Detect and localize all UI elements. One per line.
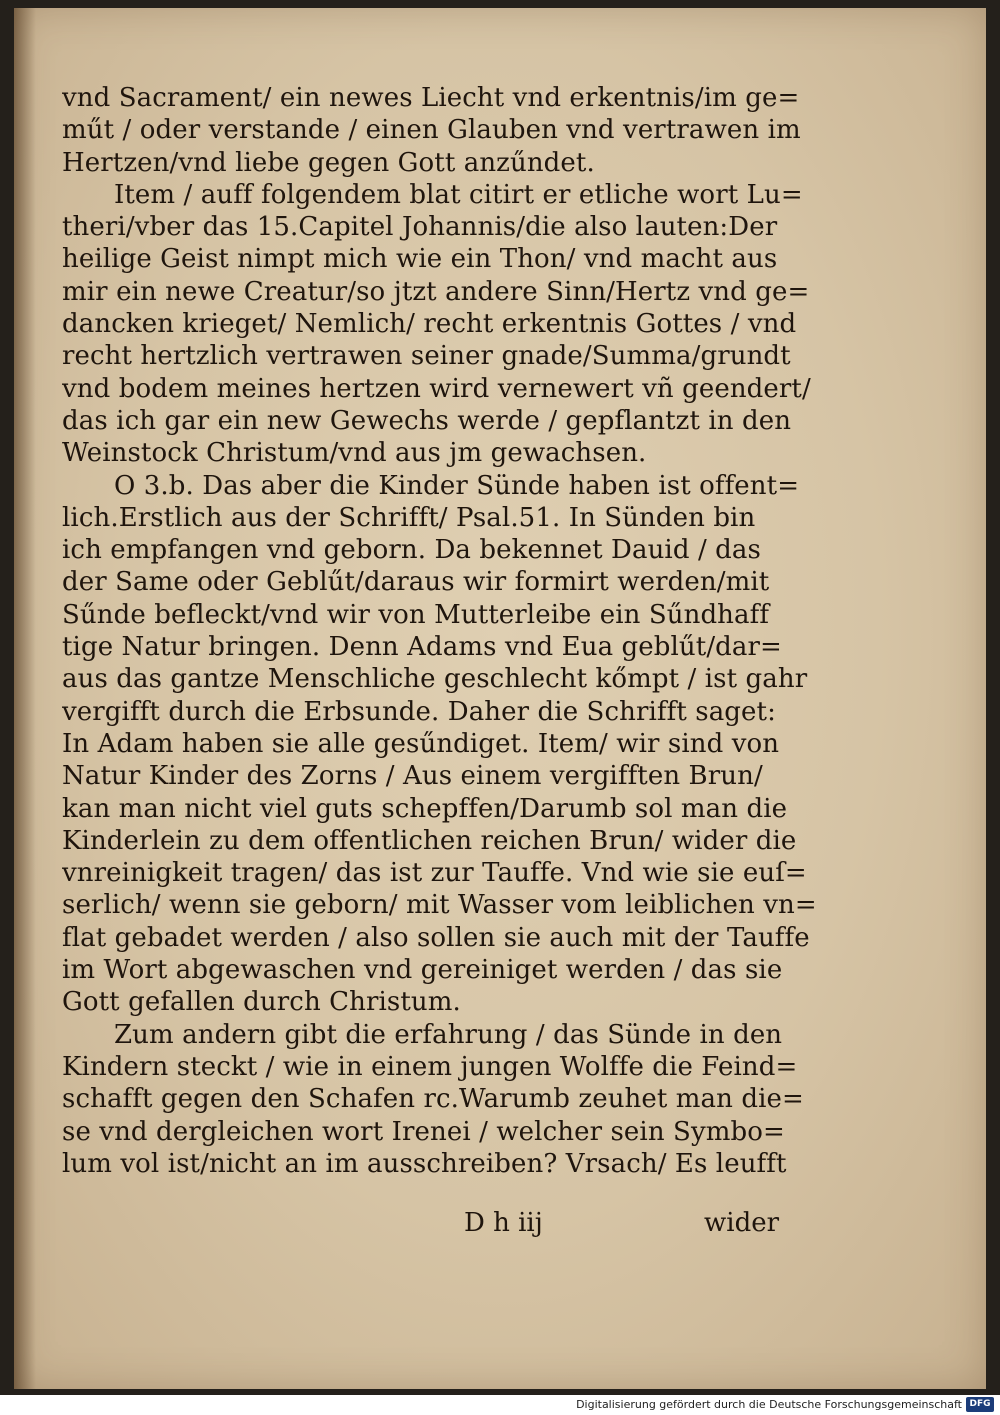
text-line: flat gebadet werden / also sollen sie auch mit der Tauffe (62, 922, 810, 953)
text-line: O 3.b. Das aber die Kinder Sünde haben ist offent= (114, 470, 800, 501)
text-line: aus das gantze Menschliche geschlecht kőmpt / ist gahr (62, 664, 808, 695)
text-line: vergifft durch die Erbsunde. Daher die Schrifft saget: (62, 696, 776, 727)
signature-mark: D h iij (464, 1208, 543, 1238)
text-line: Weinstock Christum/vnd aus jm gewachsen. (62, 438, 647, 469)
text-line: kan man nicht viel guts schepffen/Darumb sol man die (62, 793, 788, 824)
text-line: lich.Erstlich aus der Schrifft/ Psal.51. In Sünden bin (62, 502, 756, 533)
text-line: mir ein newe Creatur/so jtzt andere Sinn/Hertz vnd ge= (62, 276, 810, 307)
book-page (14, 8, 986, 1389)
text-line: tige Natur bringen. Denn Adams vnd Eua geblűt/dar= (62, 632, 782, 663)
text-line: Zum andern gibt die erfahrung / das Sünde in den (114, 1019, 783, 1050)
text-line: vnreinigkeit tragen/ das ist zur Tauffe. Vnd wie sie euſ= (62, 858, 807, 889)
text-line: se vnd dergleichen wort Irenei / welcher sein Symbo= (62, 1116, 785, 1147)
text-line: Kinderlein zu dem offentlichen reichen Brun/ wider die (62, 825, 797, 856)
text-line: recht hertzlich vertrawen seiner gnade/Summa/grundt (62, 341, 791, 372)
dfg-logo-icon: DFG (966, 1397, 994, 1412)
text-line: vnd Sacrament/ ein newes Liecht vnd erkentnis/im ge= (62, 83, 800, 113)
text-line: In Adam haben sie alle gesűndiget. Item/ wir sind von (62, 728, 780, 759)
text-line: lum vol ist/nicht an im ausschreiben? Vrsach/ Es leufft (62, 1148, 787, 1179)
page-text-block (62, 82, 822, 1180)
text-line: das ich gar ein new Gewechs werde / gepflantzt in den (62, 405, 792, 436)
text-line: heilige Geist nimpt mich wie ein Thon/ vnd macht aus (62, 244, 778, 275)
text-line: serlich/ wenn sie geborn/ mit Wasser vom leiblichen vn= (62, 890, 817, 921)
text-line: der Same oder Geblűt/daraus wir formirt werden/mit (62, 567, 770, 598)
page-footer (14, 1200, 986, 1240)
credit-bar (0, 1395, 1000, 1415)
spine-shadow (14, 8, 36, 1389)
text-line: ich empfangen vnd geborn. Da bekennet Dauid / das (62, 535, 761, 566)
text-line: Natur Kinder des Zorns / Aus einem vergifften Brun/ (62, 761, 763, 792)
text-line: Hertzen/vnd liebe gegen Gott anzűndet. (62, 147, 595, 178)
text-line: Item / auff folgendem blat citirt er etliche wort Lu= (114, 179, 803, 210)
text-line: theri/vber das 15.Capitel Johannis/die also lauten:Der (62, 212, 778, 243)
text-line: schafft gegen den Schafen rc.Warumb zeuhet man die= (62, 1084, 804, 1115)
text-line: műt / oder verstande / einen Glauben vnd vertrawen im (62, 115, 801, 146)
funding-credit-text: Digitalisierung gefördert durch die Deutsche Forschungsgemeinschaft (576, 1398, 962, 1411)
text-line: Sűnde befleckt/vnd wir von Mutterleibe ein Sűndhaff (62, 599, 770, 630)
text-line: vnd bodem meines hertzen wird vernewert vñ geendert/ (62, 373, 811, 404)
text-line: im Wort abgewaschen vnd gereiniget werden / das sie (62, 955, 783, 986)
text-line: dancken krieget/ Nemlich/ recht erkentnis Gottes / vnd (62, 309, 797, 340)
text-line: Gott gefallen durch Christum. (62, 987, 461, 1018)
text-line: Kindern steckt / wie in einem jungen Wolffe die Feind= (62, 1051, 798, 1082)
catchword: wider (704, 1208, 780, 1238)
